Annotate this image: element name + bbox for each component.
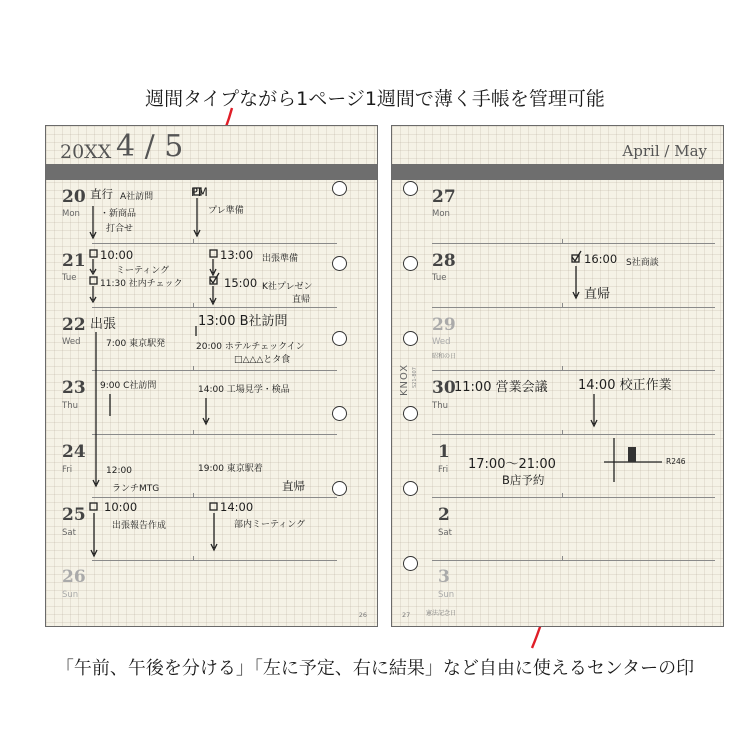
note: 13:00 — [220, 248, 254, 262]
planner-page-right — [391, 125, 724, 627]
day-weekday: Tue — [432, 273, 447, 283]
note: 17:00〜21:00 — [468, 457, 556, 472]
holiday-label: 憲法記念日 — [426, 610, 457, 617]
note: 11:30 社内チェック — [100, 279, 183, 289]
note: B店予約 — [502, 473, 545, 487]
page-number: 27 — [402, 611, 411, 619]
day-weekday: Wed — [432, 337, 451, 347]
note: 13:00 B社訪問 — [198, 314, 288, 329]
note: 直帰 — [292, 295, 311, 305]
note: 直行 — [90, 187, 113, 201]
note: 14:00 — [220, 500, 254, 514]
day-weekday: Thu — [62, 401, 78, 411]
note: 14:00 工場見学・検品 — [198, 385, 290, 395]
note: □△△△とタ食 — [234, 355, 291, 365]
day-number: 28 — [432, 251, 456, 271]
note: A社訪問 — [120, 192, 154, 202]
note: 7:00 東京駅発 — [106, 339, 166, 349]
day-weekday: Sun — [62, 590, 79, 600]
note: 15:00 — [224, 276, 258, 290]
day-number: 29 — [432, 315, 456, 335]
day-weekday: Fri — [438, 465, 449, 475]
note: 出張報告作成 — [112, 521, 167, 531]
handwriting-strokes — [392, 126, 725, 628]
brand-code: S21-807 — [412, 367, 418, 388]
month-label: April / May — [622, 142, 707, 160]
note: ・新商品 — [100, 209, 137, 219]
day-weekday: Mon — [62, 209, 80, 219]
day-number: 26 — [62, 567, 86, 587]
day-number: 25 — [62, 505, 86, 525]
note: 出張 — [90, 317, 117, 332]
note: 10:00 — [100, 248, 134, 262]
note: 14:00 校正作業 — [578, 378, 672, 393]
note: 16:00 — [584, 252, 618, 266]
day-number: 23 — [62, 378, 86, 398]
day-weekday: Mon — [432, 209, 450, 219]
note: 部内ミーティング — [234, 520, 306, 530]
day-weekday: Thu — [432, 401, 448, 411]
day-number: 30 — [432, 378, 456, 398]
caption-bottom: 「午前、午後を分ける」「左に予定、右に結果」など自由に使えるセンターの印 — [55, 658, 695, 679]
note: 10:00 — [104, 500, 138, 514]
note: 直帰 — [282, 479, 305, 493]
day-number: 1 — [438, 442, 450, 462]
note: S社商談 — [626, 258, 659, 268]
day-weekday: Fri — [62, 465, 73, 475]
day-weekday: Wed — [62, 337, 81, 347]
note: 出張準備 — [262, 254, 299, 264]
day-number: 3 — [438, 567, 450, 587]
caption-top: 週間タイプながら1ページ1週間で薄く手帳を管理可能 — [145, 88, 605, 110]
note: 11:00 営業会議 — [454, 380, 548, 395]
note: ミーティング — [116, 266, 170, 276]
day-weekday: Tue — [62, 273, 77, 283]
holiday-label: 昭和の日 — [432, 353, 457, 360]
map-label: R246 — [666, 457, 686, 466]
day-weekday: Sat — [438, 528, 452, 538]
day-number: 20 — [62, 187, 86, 207]
note: K社プレゼン — [262, 282, 313, 292]
page-number: 26 — [358, 611, 367, 619]
note: 9:00 C社訪問 — [100, 381, 157, 391]
note: 12:00 — [106, 466, 132, 476]
day-number: 24 — [62, 442, 86, 462]
note: ランチMTG — [112, 484, 160, 494]
note: 19:00 東京駅着 — [198, 464, 263, 474]
day-weekday: Sun — [438, 590, 455, 600]
date-label: 4 / 5 — [116, 129, 184, 164]
day-number: 21 — [62, 251, 86, 271]
planner-page-left — [45, 125, 378, 627]
day-weekday: Sat — [62, 528, 76, 538]
brand-logo: KNOX — [399, 363, 410, 396]
handwriting-strokes — [46, 126, 379, 628]
year-label: 20XX — [60, 141, 112, 163]
day-number: 22 — [62, 315, 86, 335]
note: 20:00 ホテルチェックイン — [196, 342, 305, 352]
note: 直帰 — [584, 287, 611, 302]
day-number: 2 — [438, 505, 450, 525]
note: プレ準備 — [208, 206, 244, 216]
note: 打合せ — [106, 224, 134, 234]
note: PM — [191, 185, 208, 199]
day-number: 27 — [432, 187, 456, 207]
